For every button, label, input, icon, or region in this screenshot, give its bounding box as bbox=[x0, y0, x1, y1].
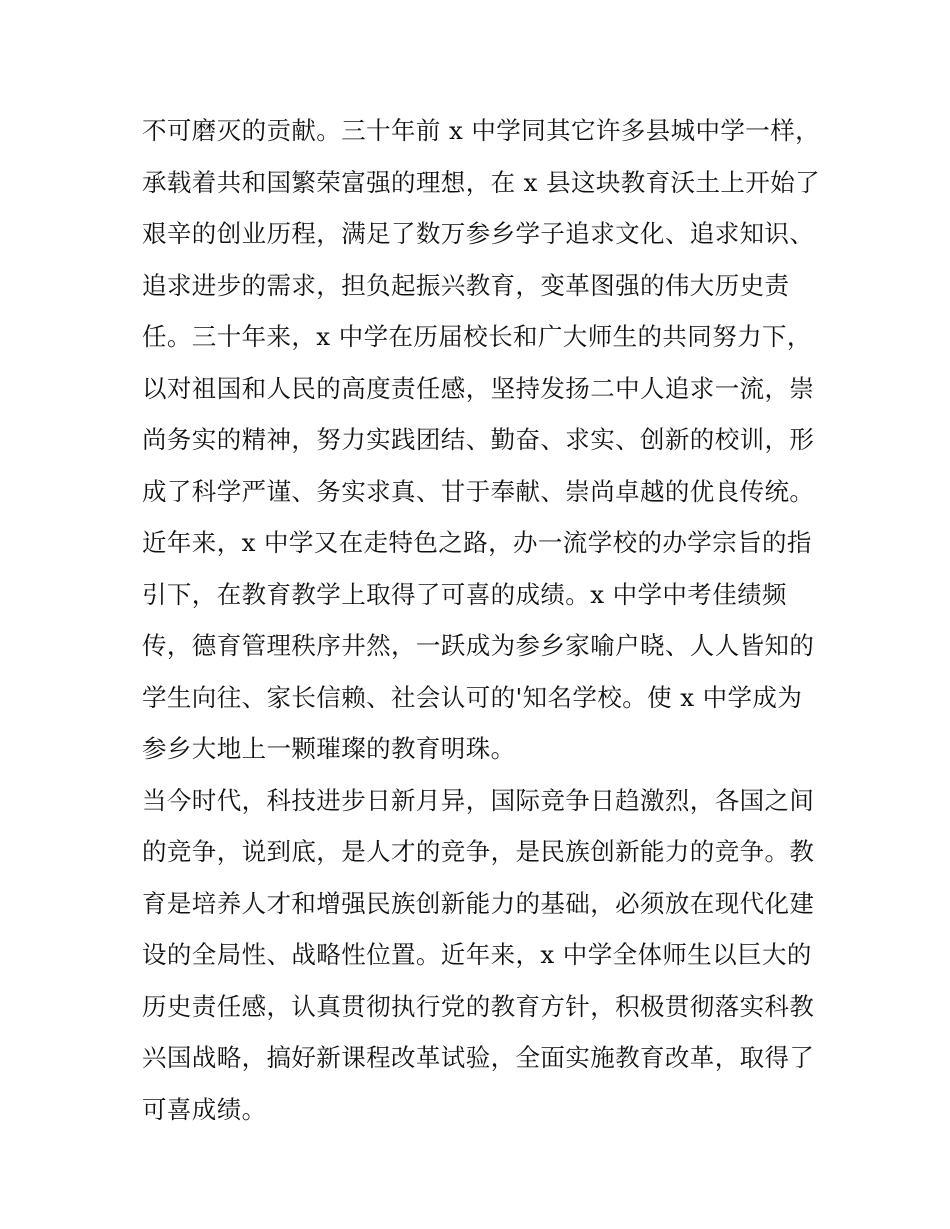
text-line: 追求进步的需求，担负起振兴教育，变革图强的伟大历史责 bbox=[142, 270, 790, 300]
text-line: 任。三十年来，x 中学在历届校长和广大师生的共同努力下， bbox=[142, 322, 812, 351]
text-line: 可喜成绩。 bbox=[142, 1094, 267, 1124]
text-line: 参乡大地上一颗璀璨的教育明珠。 bbox=[142, 734, 516, 763]
paragraph-era bbox=[142, 775, 822, 1136]
text-line: 历史责任感，认真贯彻执行党的教育方针，积极贯彻落实科教 bbox=[142, 991, 815, 1021]
text-line: 以对祖国和人民的高度责任感，坚持发扬二中人追求一流，崇 bbox=[142, 373, 815, 403]
paragraph-history bbox=[142, 105, 822, 775]
text-line: 设的全局性、战略性位置。近年来，x 中学全体师生以巨大的 bbox=[142, 940, 812, 969]
text-line: 兴国战略，搞好新课程改革试验，全面实施教育改革，取得了 bbox=[142, 1043, 815, 1072]
text-line: 尚务实的精神，努力实践团结、勤奋、求实、创新的校训，形 bbox=[142, 425, 815, 454]
text-line: 引下，在教育教学上取得了可喜的成绩。x 中学中考佳绩频 bbox=[142, 579, 787, 609]
text-line: 的竞争，说到底，是人才的竞争，是民族创新能力的竞争。教 bbox=[142, 837, 815, 866]
text-line: 不可磨灭的贡献。三十年前 x 中学同其它许多县城中学一样， bbox=[142, 116, 820, 145]
text-line: 艰辛的创业历程，满足了数万参乡学子追求文化、追求知识、 bbox=[142, 219, 815, 248]
text-line: 学生向往、家长信赖、社会认可的'知名学校。使 x 中学成为 bbox=[142, 682, 803, 712]
text-line: 近年来，x 中学又在走特色之路，办一流学校的办学宗旨的指 bbox=[142, 528, 812, 557]
text-line: 成了科学严谨、务实求真、甘于奉献、崇尚卓越的优良传统。 bbox=[142, 476, 815, 506]
text-line: 育是培养人才和增强民族创新能力的基础，必须放在现代化建 bbox=[142, 888, 815, 918]
text-line: 当今时代，科技进步日新月异，国际竞争日趋激烈，各国之间 bbox=[142, 785, 815, 815]
body-text bbox=[142, 105, 822, 1135]
text-line: 承载着共和国繁荣富强的理想，在 x 县这块教育沃土上开始了 bbox=[142, 167, 820, 197]
text-line: 传，德育管理秩序井然，一跃成为参乡家喻户晓、人人皆知的 bbox=[142, 631, 815, 660]
